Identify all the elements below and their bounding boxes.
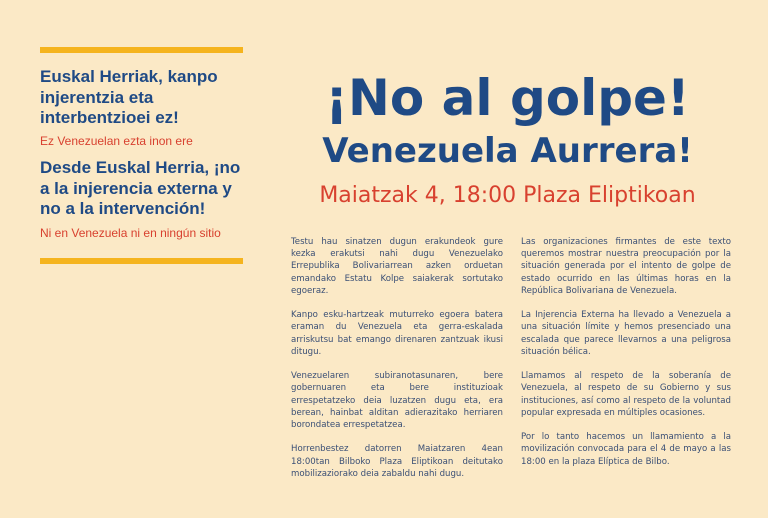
paragraph: Testu hau sinatzen dugun erakundeok gure kezka erakutsi nahi dugu Venezuelako Errepublika Bolivariarrean azken orduetan emandako Estatu Kolpe saiakerak sortutako egoeraz. xyxy=(291,237,503,296)
spanish-subheading: Ni en Venezuela ni en ningún sitio xyxy=(40,226,221,240)
paragraph: Las organizaciones firmantes de este texto queremos mostrar nuestra preocupación por la situación generada por el intento de golpe de estado ocurrido en las últimas horas en la República Bolivariana de Venezuela. xyxy=(521,237,731,296)
page-title: ¡No al golpe! xyxy=(325,69,690,127)
page-subtitle: Venezuela Aurrera! xyxy=(322,131,693,171)
spanish-heading: Desde Euskal Herria, ¡no a la injerencia externa y no a la intervención! xyxy=(40,158,241,218)
bottom-divider xyxy=(40,258,243,264)
basque-heading: Euskal Herriak, kanpo injerentzia eta interbentzioei ez! xyxy=(40,67,218,127)
basque-text-column xyxy=(291,236,503,492)
event-info: Maiatzak 4, 18:00 Plaza Eliptikoan xyxy=(319,183,696,208)
top-divider xyxy=(40,47,243,53)
paragraph: Horrenbestez datorren Maiatzaren 4ean 18:00tan Bilboko Plaza Eliptikoan deitutako mobilizaziorako deia zabaldu nahi dugu. xyxy=(291,444,503,479)
paragraph: Kanpo esku-hartzeak muturreko egoera batera eraman du Venezuela eta gerra-eskalada arriskutsu bat emango direnaren zantzuak ikusi ditugu. xyxy=(291,310,503,357)
paragraph: Por lo tanto hacemos un llamamiento a la movilización convocada para el 4 de mayo a las 18:00 en la plaza Elíptica de Bilbo. xyxy=(521,432,731,467)
paragraph: Venezuelaren subiranotasunaren, bere gobernuaren eta bere instituzioak errespetatzeko deia luzatzen dugu eta, era berean, hainbat alditan adierazitako herriaren borondatea errespetatzea. xyxy=(291,371,503,431)
spanish-text-column xyxy=(521,236,731,480)
paragraph: Llamamos al respeto de la soberanía de Venezuela, al respeto de su Gobierno y sus instituciones, así como al respeto de la voluntad popular expresada en múltiples ocasiones. xyxy=(521,371,731,418)
paragraph: La Injerencia Externa ha llevado a Venezuela a una situación límite y hemos presenciado una escalada que parece llevarnos a una peligrosa situación bélica. xyxy=(521,310,731,357)
basque-subheading: Ez Venezuelan ezta inon ere xyxy=(40,134,193,148)
